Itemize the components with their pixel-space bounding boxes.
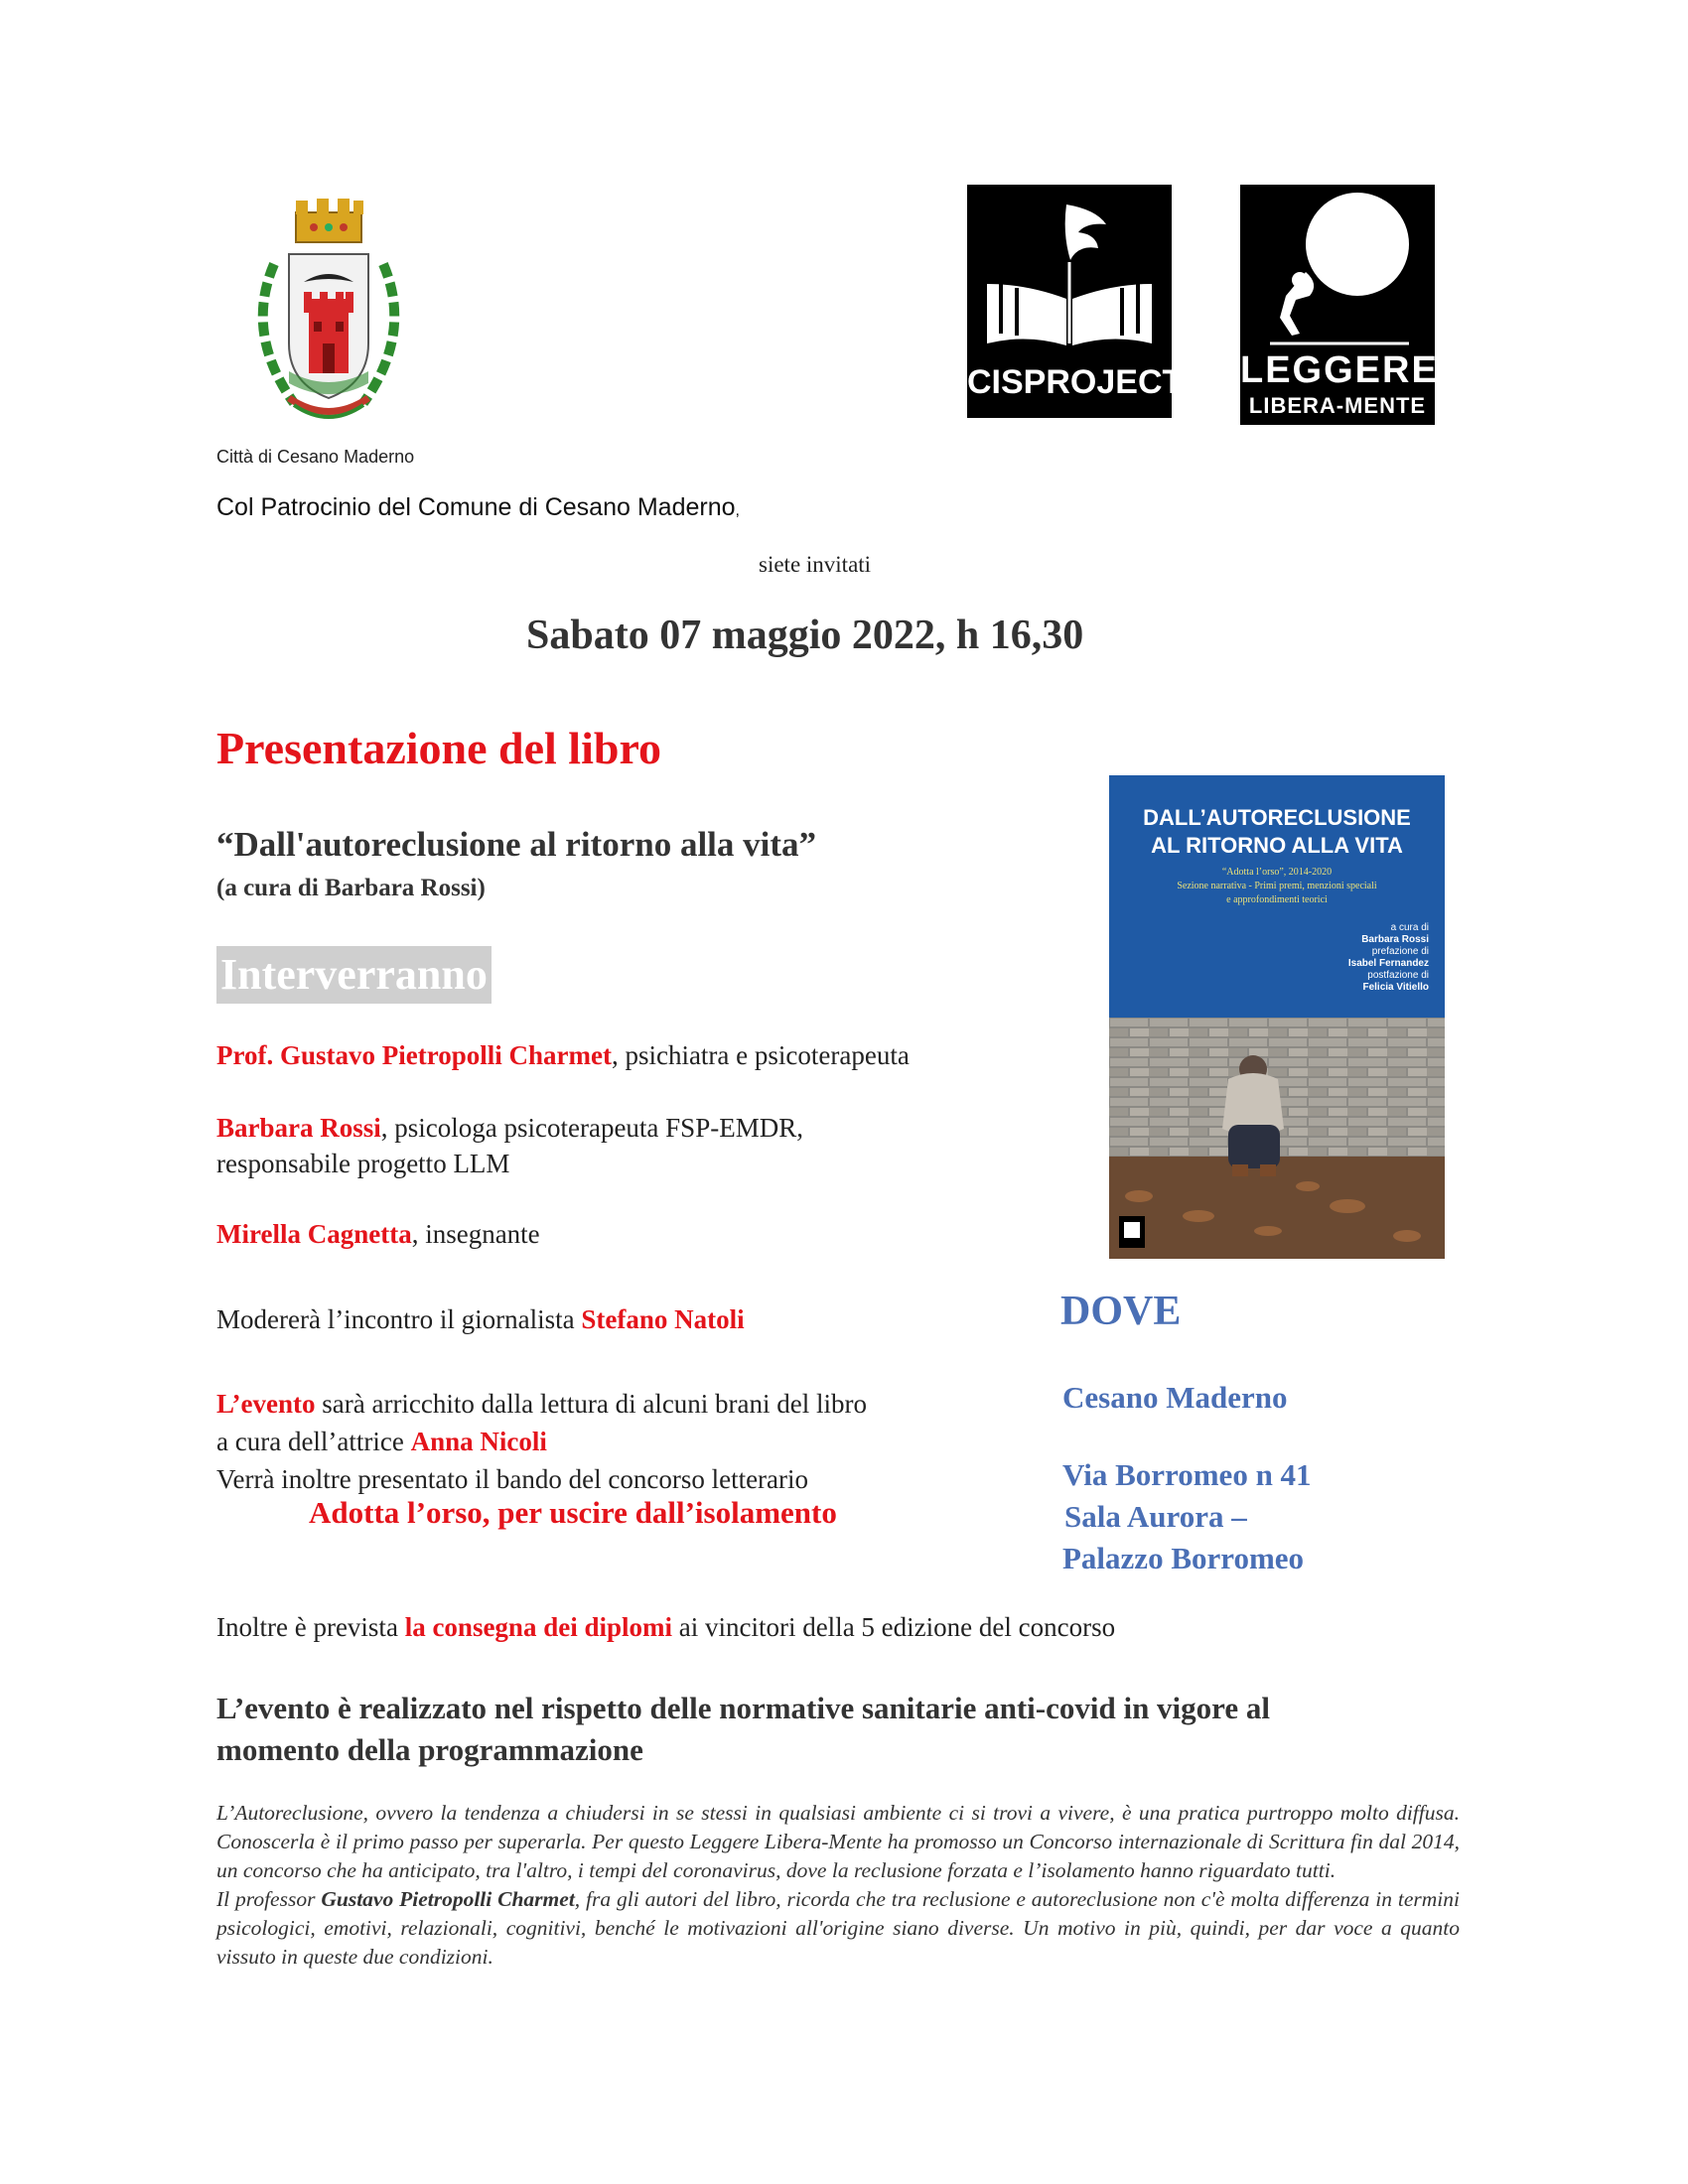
speaker-role: , insegnante (411, 1219, 540, 1249)
leggere-label: LEGGERE (1240, 349, 1439, 391)
description-prefix: Il professor (216, 1887, 322, 1911)
diplomas-highlight: la consegna dei diplomi (404, 1612, 672, 1642)
event-date: Sabato 07 maggio 2022, h 16,30 (526, 613, 1084, 658)
description-paragraph: L’Autoreclusione, ovvero la tendenza a chiudersi in se stessi in qualsiasi ambiente ci si trovi a vivere, è una pratica purtroppo molto diffusa. Conoscerla è il primo passo per superarla. Per questo Leggere Libera-Mente ha promosso un Concorso internazionale di Scrittura fin dal 2014, un concorso che ha anticipato, tra l'altro, i tempi del coronavirus, dove la reclusione forzata e l’isolamento hanno riguardato tutti. (216, 1801, 1460, 1882)
speaker-name: Mirella Cagnetta (216, 1219, 412, 1249)
book-cover-subtitle: “Adotta l’orso”, 2014-2020 (1221, 867, 1333, 878)
credit-line: a cura di (1390, 922, 1429, 933)
moderator-prefix: Modererà l’incontro il giornalista (216, 1304, 582, 1334)
event-line1: sarà arricchito dalla lettura di alcuni brani del libro (315, 1389, 868, 1419)
speaker-item (216, 1040, 910, 1071)
invited-text: siete invitati (759, 552, 872, 577)
book-cover-subtitle: Sezione narrativa - Primi premi, menzioni speciali (1177, 881, 1377, 891)
credit-line: postfazione di (1367, 970, 1429, 981)
description (216, 1799, 1460, 1972)
patronage-text: Col Patrocinio del Comune di Cesano Maderno (216, 493, 736, 521)
covid-note (216, 1688, 1270, 1771)
city-caption: Città di Cesano Maderno (216, 447, 415, 467)
contest-name: Adotta l’orso, per uscire dall’isolamento (309, 1495, 837, 1530)
covid-note-line: L’evento è realizzato nel rispetto delle normative sanitarie anti-covid in vigore al (216, 1691, 1270, 1725)
book-cover-title: DALL’AUTORECLUSIONE (1143, 805, 1411, 830)
where-heading: DOVE (1060, 1289, 1182, 1334)
city-coat-of-arms (234, 195, 423, 433)
event-reading (216, 1385, 867, 1498)
section-title: Presentazione del libro (216, 723, 662, 773)
leggere-liberamente-logo (1240, 185, 1439, 425)
description-rest: , fra gli autori del libro, ricorda che tra reclusione e autoreclusione non c'è molta differenza in termini psicologici, emotivi, relazionali, cognitivi, benché le motivazioni all'origine siano diverse. Un motivo in più, quindi, per dar voce a quanto vissuto in queste due condizioni. (216, 1887, 1461, 1969)
credit-line: Barbara Rossi (1361, 934, 1429, 945)
actress-name: Anna Nicoli (410, 1427, 547, 1456)
diplomas-prefix: Inoltre è prevista (216, 1612, 405, 1642)
moderator-name: Stefano Natoli (581, 1304, 745, 1334)
speaker-role: , psichiatra e psicoterapeuta (611, 1040, 910, 1070)
libera-mente-label: LIBERA-MENTE (1248, 393, 1427, 418)
event-line2-prefix: a cura dell’attrice (216, 1427, 411, 1456)
moderator-line (216, 1304, 745, 1335)
credit-line: prefazione di (1371, 946, 1429, 957)
description-name: Gustavo Pietropolli Charmet (321, 1887, 575, 1911)
diplomas-suffix: ai vincitori della 5 edizione del concorso (671, 1612, 1116, 1642)
book-cover-subtitle: e approfondimenti teorici (1226, 894, 1328, 905)
speaker-name: Prof. Gustavo Pietropolli Charmet (216, 1040, 612, 1070)
book-title: “Dall'autoreclusione al ritorno alla vita” (216, 825, 817, 864)
where-building: Palazzo Borromeo (1062, 1541, 1305, 1575)
speakers-heading: Interverranno (216, 946, 492, 1004)
speaker-role-continued: responsabile progetto LLM (216, 1149, 510, 1178)
diplomas-line (216, 1612, 1115, 1643)
patronage-punct: , (735, 502, 740, 519)
book-cover-top (1109, 775, 1445, 1018)
speaker-role: , psicologa psicoterapeuta FSP-EMDR, (380, 1113, 803, 1143)
book-curator: (a cura di Barbara Rossi) (216, 875, 486, 901)
book-cover (1109, 775, 1445, 1259)
speaker-item (216, 1219, 540, 1250)
covid-note-line: momento della programmazione (216, 1732, 643, 1767)
speaker-item (216, 1110, 803, 1181)
speaker-name: Barbara Rossi (216, 1113, 381, 1143)
where-street: Via Borromeo n 41 (1062, 1457, 1312, 1492)
credit-line: Felicia Vitiello (1362, 982, 1429, 993)
where-room: Sala Aurora – (1064, 1499, 1247, 1534)
description-paragraph (216, 1885, 1460, 1972)
contest-line: Verrà inoltre presentato il bando del concorso letterario (216, 1464, 809, 1494)
book-cover-credits (1348, 922, 1429, 994)
cisproject-logo (967, 185, 1184, 418)
event-word: L’evento (216, 1389, 316, 1419)
where-city: Cesano Maderno (1062, 1380, 1288, 1415)
person-against-wall-icon (1109, 1018, 1445, 1259)
book-cover-photo (1109, 1018, 1445, 1259)
credit-line: Isabel Fernandez (1347, 958, 1429, 969)
open-book-icon (967, 185, 1172, 363)
sisyphus-icon (1240, 185, 1435, 353)
patronage-line (216, 493, 740, 522)
coat-of-arms-icon (234, 195, 423, 433)
cisproject-label: CISPROJECT (967, 363, 1184, 401)
book-cover-title: AL RITORNO ALLA VITA (1151, 833, 1403, 858)
